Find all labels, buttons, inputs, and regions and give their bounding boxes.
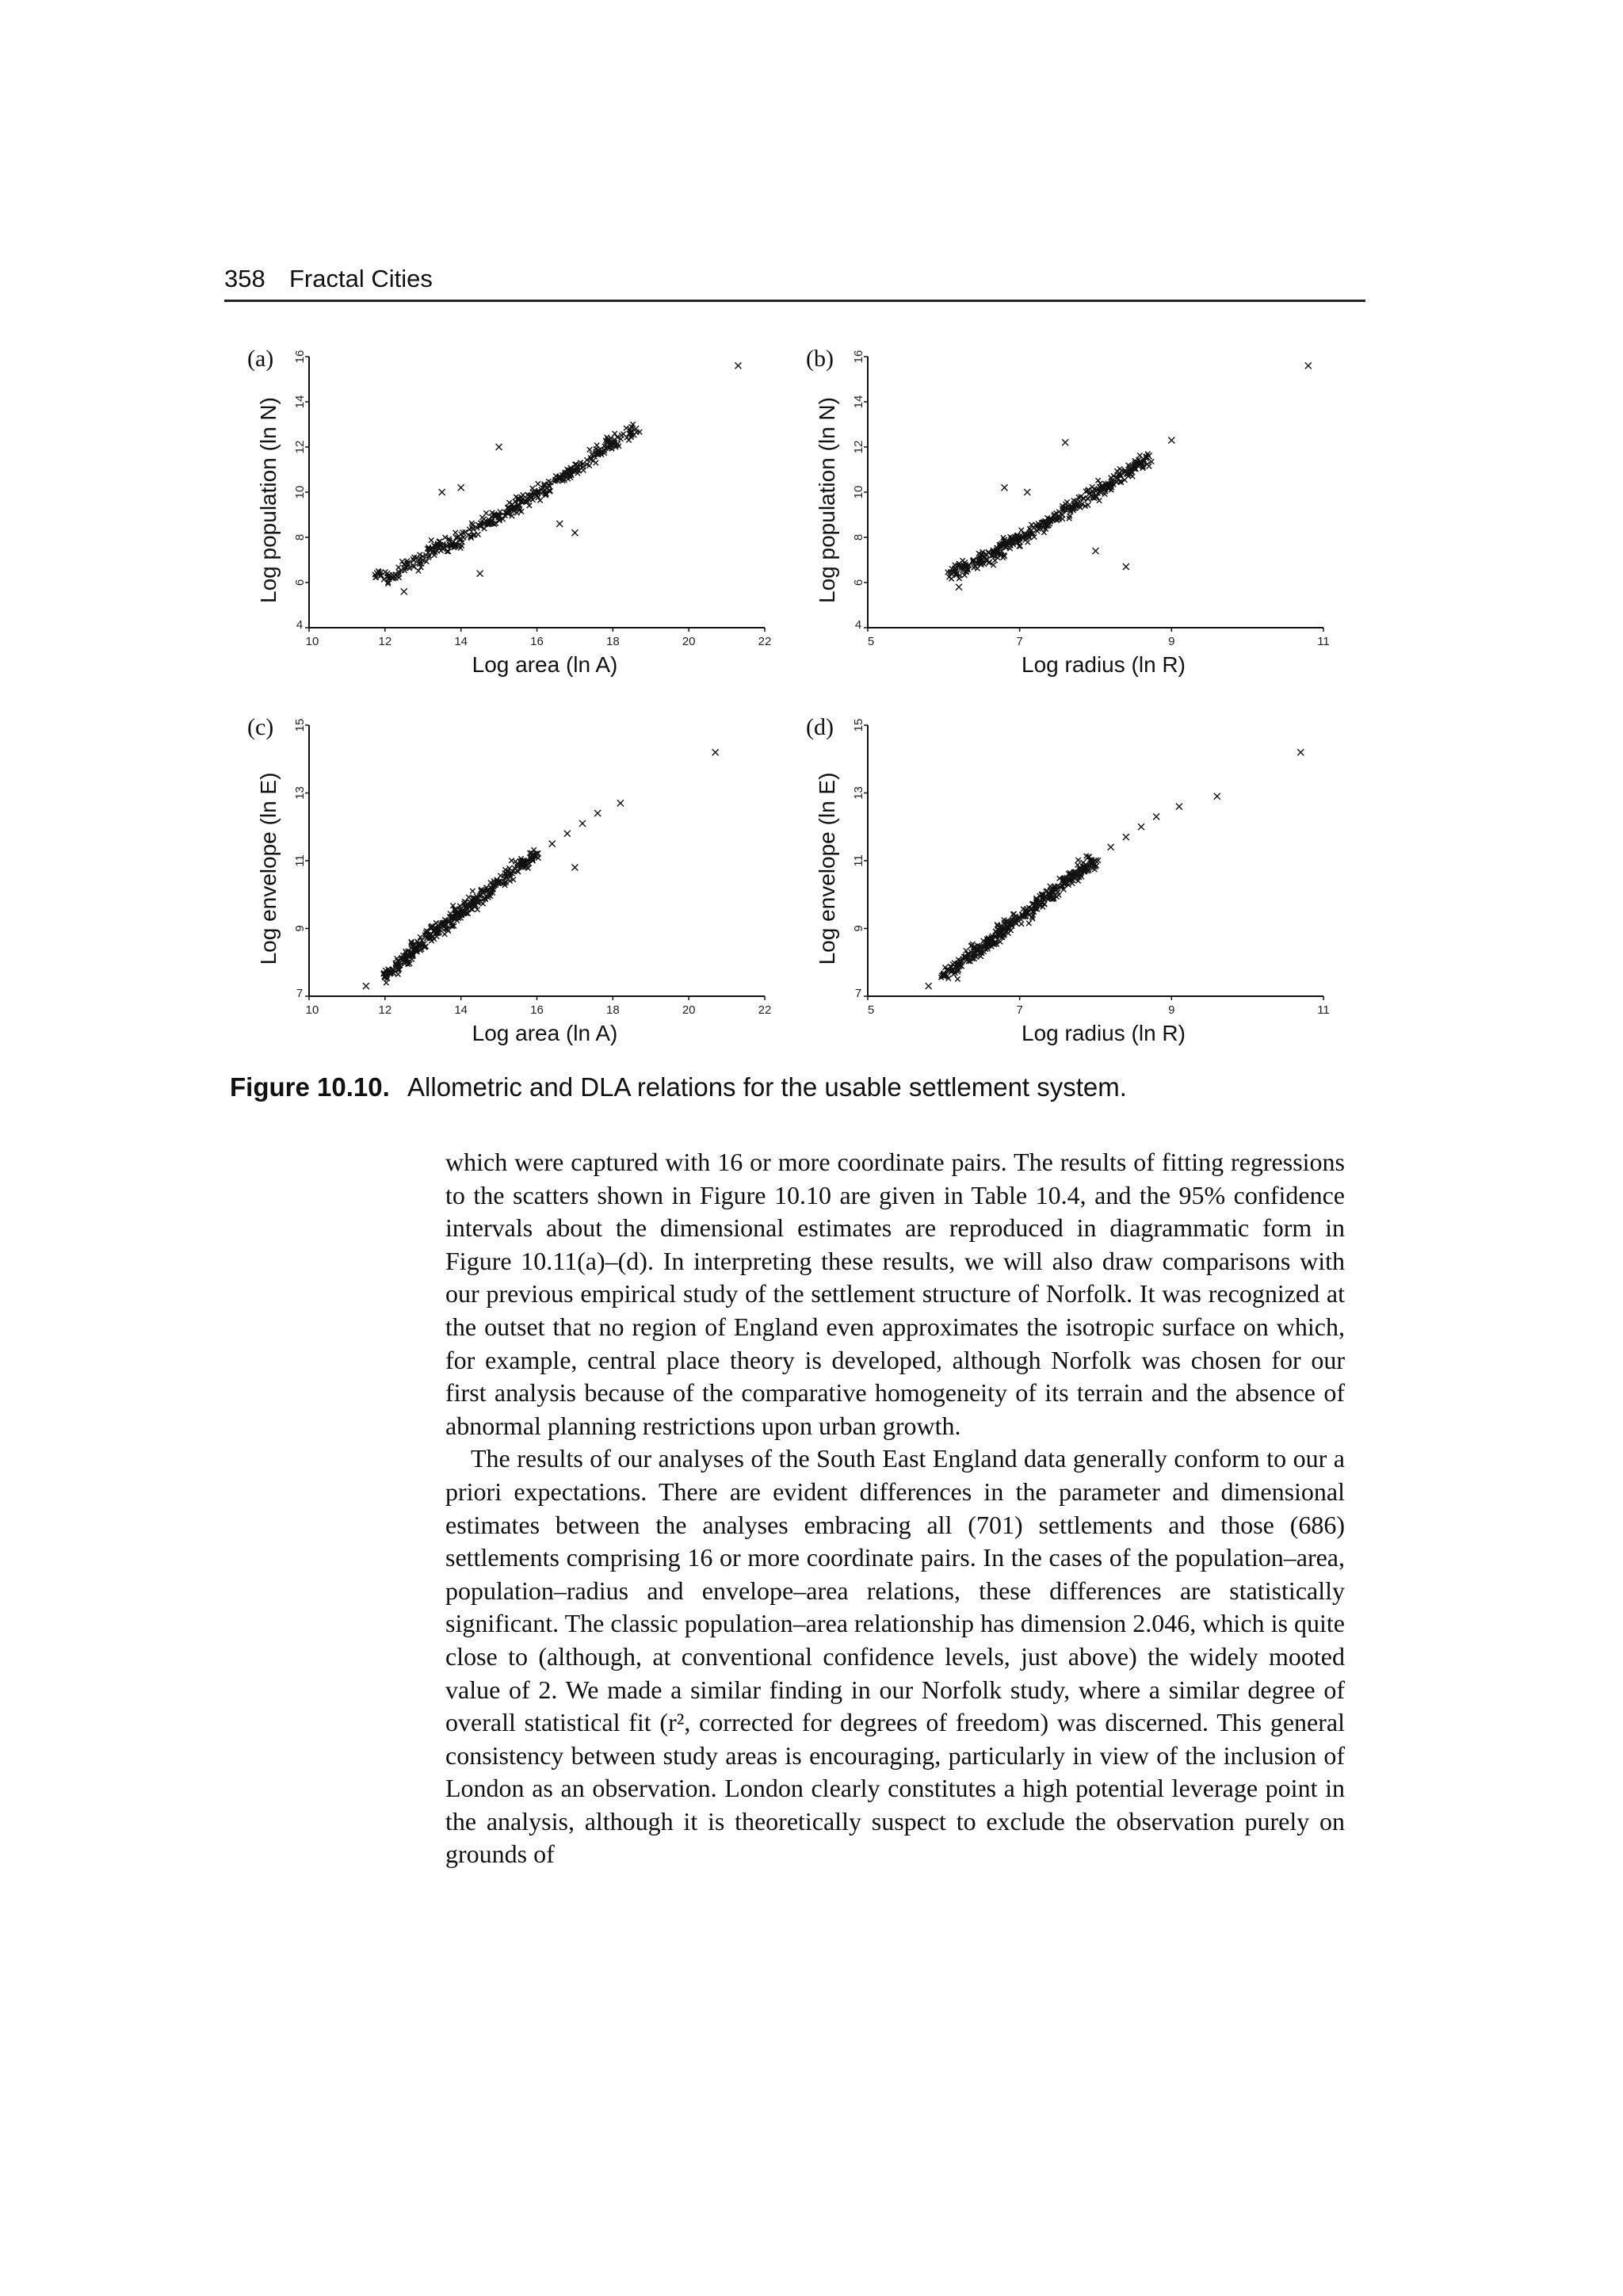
scatter-panel-d: [796, 701, 1351, 1074]
paragraph-1: which were captured with 16 or more coordinate pairs. The results of fitting regressions to the scatters shown in Figure 10.10 are given in Table 10.4, and the 95% confidence intervals about the dimensional estimates are reproduced in diagrammatic form in Figure 10.11(a)–(d). In interpreting these results, we will also draw comparisons with our previous empirical study of the settlement structure of Norfolk. It was recognized at the outset that no region of England even approximates the isotropic surface on which, for example, central place theory is developed, although Norfolk was chosen for our first analysis because of the comparative homogeneity of its terrain and the absence of abnormal planning restrictions upon urban growth.: [445, 1148, 1345, 1440]
y-tick-label: 12: [293, 440, 307, 454]
y-tick-label: 10: [293, 485, 307, 499]
y-tick-label: 11: [293, 854, 307, 867]
scatter-point: [637, 430, 642, 434]
scatter-point: [1123, 834, 1129, 840]
x-tick-label: 10: [305, 635, 319, 648]
scatter-point: [594, 443, 599, 448]
x-tick-label: 20: [682, 1003, 696, 1017]
scatter-point: [429, 537, 433, 542]
panel-label: (b): [806, 346, 834, 372]
x-tick-label: 5: [867, 635, 875, 648]
paragraph-2: The results of our analyses of the South East England data generally conform to our a priori expectations. There are evident differences in the parameter and dimensional estimates between the analyses embracing all (701) settlements and those (686) settlements comprising 16 or more coordinate pairs. In the cases of the population–area, population–radius and envelope–area relations, these differences are statistically significant. The classic population–area relationship has dimension 2.046, which is quite close to (although, at conventional confidence levels, just above) the widely mooted value of 2. We made a similar finding in our Norfolk study, where a similar degree of overall statistical fit (r², corrected for degrees of freedom) was discerned. This general consistency between study areas is encouraging, particularly in view of the inclusion of London as an observation. London clearly constitutes a high potential leverage point in the analysis, although it is theoretically suspect to exclude the observation purely on grounds of: [445, 1444, 1345, 1869]
scatter-point: [1153, 813, 1159, 819]
x-tick-label: 18: [605, 1003, 620, 1017]
y-tick-label: 9: [852, 925, 865, 932]
scatter-point: [1305, 362, 1312, 369]
x-tick-label: 12: [378, 635, 392, 648]
x-tick-label: 16: [530, 1003, 544, 1017]
scatter-point: [363, 983, 369, 989]
scatter-point: [1176, 804, 1182, 810]
y-tick-label: 4: [854, 618, 862, 632]
scatter-point: [1075, 858, 1080, 862]
x-axis-title: Log radius (ln R): [1022, 652, 1186, 677]
scatter-point: [401, 588, 407, 594]
scatter-point: [496, 444, 502, 450]
scatter-point: [1085, 496, 1091, 502]
x-tick-label: 10: [305, 1003, 319, 1017]
figure-caption: [230, 1072, 1363, 1103]
scatter-point: [442, 931, 447, 936]
scatter-point: [466, 895, 471, 900]
scatter-point: [624, 426, 628, 430]
scatter-point: [453, 530, 458, 535]
scatter-plot-d: [796, 701, 1351, 1074]
scatter-point: [477, 571, 483, 577]
scatter-point: [556, 521, 563, 527]
x-tick-label: 7: [1016, 635, 1023, 648]
x-tick-label: 9: [1168, 635, 1175, 648]
scatter-point: [1297, 749, 1304, 755]
scatter-point: [712, 749, 719, 755]
x-tick-label: 5: [867, 1003, 875, 1017]
scatter-point: [571, 865, 578, 871]
scatter-point: [955, 976, 960, 981]
y-tick-label: 7: [854, 987, 862, 1000]
y-axis-title: Log envelope (ln E): [815, 772, 839, 965]
body-text: [445, 1146, 1345, 1871]
x-tick-label: 11: [1317, 635, 1330, 648]
x-tick-label: 7: [1016, 1003, 1023, 1017]
scatter-point: [1026, 921, 1031, 926]
scatter-point: [481, 517, 486, 521]
y-tick-label: 14: [852, 395, 865, 409]
scatter-point: [549, 841, 556, 847]
x-tick-label: 20: [682, 635, 696, 648]
y-axis-title: Log envelope (ln E): [256, 772, 281, 965]
panel-label: (d): [806, 714, 834, 740]
scatter-point: [1168, 437, 1174, 443]
scatter-point: [458, 484, 464, 491]
scatter-point: [1108, 844, 1114, 850]
figure-label: Figure 10.10.: [230, 1072, 390, 1102]
scatter-point: [509, 858, 514, 863]
scatter-point: [626, 437, 631, 442]
panel-label: (a): [247, 346, 274, 372]
y-tick-label: 13: [293, 786, 307, 800]
page-number: 358: [224, 265, 265, 292]
y-axis-title: Log population (ln N): [256, 397, 281, 603]
y-tick-label: 16: [293, 350, 307, 364]
scatter-plot-b: [796, 333, 1351, 705]
scatter-point: [735, 362, 741, 369]
y-tick-label: 15: [293, 718, 307, 732]
scatter-point: [594, 810, 601, 816]
page-header: [224, 258, 1365, 302]
scatter-point: [1024, 489, 1030, 495]
x-axis-title: Log area (ln A): [472, 652, 618, 677]
scatter-point: [956, 584, 962, 590]
scatter-point: [470, 888, 475, 893]
x-axis-title: Log radius (ln R): [1022, 1021, 1186, 1045]
scatter-point: [926, 983, 932, 989]
scatter-panel-b: [796, 333, 1351, 705]
x-axis-title: Log area (ln A): [472, 1021, 618, 1045]
scatter-plot-c: [238, 701, 792, 1074]
y-tick-label: 16: [852, 350, 865, 364]
x-tick-label: 9: [1168, 1003, 1175, 1017]
scatter-point: [571, 529, 578, 536]
scatter-point: [395, 972, 400, 976]
scatter-plot-a: [238, 333, 792, 705]
y-tick-label: 15: [852, 718, 865, 732]
scatter-point: [594, 460, 598, 465]
x-tick-label: 14: [454, 635, 468, 648]
scatter-point: [439, 489, 445, 495]
scatter-point: [564, 831, 571, 837]
scatter-point: [587, 447, 592, 452]
scatter-point: [1002, 484, 1008, 491]
x-tick-label: 12: [378, 1003, 392, 1017]
y-tick-label: 14: [293, 395, 307, 409]
scatter-point: [1062, 439, 1068, 445]
y-tick-label: 6: [293, 579, 307, 586]
running-title: Fractal Cities: [289, 265, 433, 292]
scatter-point: [579, 820, 586, 827]
scatter-point: [1214, 793, 1220, 800]
y-axis-title: Log population (ln N): [815, 397, 839, 603]
scatter-panel-c: [238, 701, 792, 1074]
y-tick-label: 9: [293, 925, 307, 932]
scatter-point: [483, 510, 488, 515]
y-tick-label: 8: [293, 533, 307, 541]
scatter-point: [384, 980, 388, 985]
x-tick-label: 22: [758, 635, 772, 648]
scatter-point: [986, 549, 991, 554]
scatter-point: [1123, 563, 1129, 570]
y-tick-label: 6: [852, 579, 865, 586]
scatter-panel-a: [238, 333, 792, 705]
y-tick-label: 11: [852, 854, 865, 867]
scatter-point: [1019, 528, 1024, 533]
figure-caption-text: Allometric and DLA relations for the usable settlement system.: [407, 1072, 1127, 1102]
x-tick-label: 18: [605, 635, 620, 648]
x-tick-label: 14: [454, 1003, 468, 1017]
x-tick-label: 22: [758, 1003, 772, 1017]
scatter-point: [581, 468, 586, 472]
x-tick-label: 16: [530, 635, 544, 648]
scatter-point: [1138, 823, 1144, 830]
scatter-point: [1019, 922, 1024, 926]
scatter-point: [1093, 548, 1099, 554]
y-tick-label: 4: [296, 618, 304, 632]
scatter-point: [1147, 464, 1151, 468]
y-tick-label: 13: [852, 786, 865, 800]
y-tick-label: 7: [296, 987, 304, 1000]
y-tick-label: 8: [852, 533, 865, 541]
scatter-point: [416, 568, 421, 573]
scatter-point: [536, 481, 540, 486]
y-tick-label: 12: [852, 440, 865, 454]
panel-label: (c): [247, 714, 274, 740]
scatter-point: [617, 800, 624, 806]
y-tick-label: 10: [852, 485, 865, 499]
x-tick-label: 11: [1317, 1003, 1330, 1017]
scatter-point: [1130, 474, 1135, 479]
scatter-point: [537, 498, 542, 502]
